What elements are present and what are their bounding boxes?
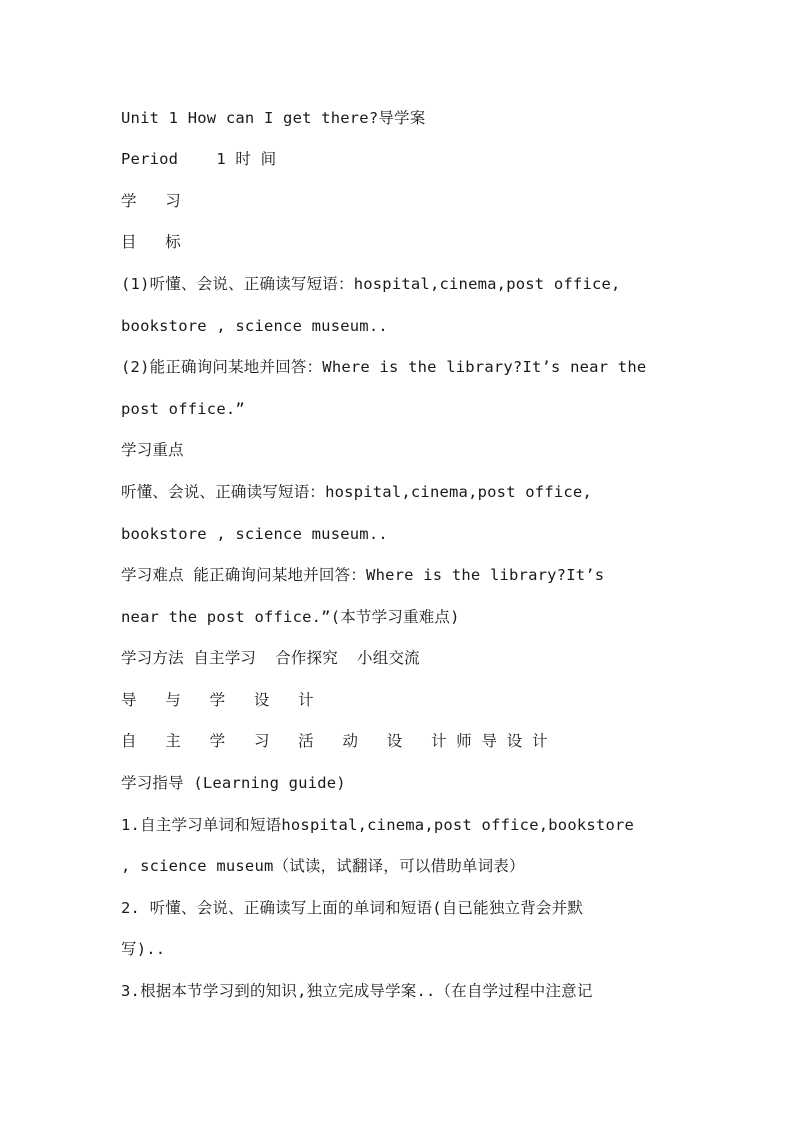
period-line: Period 1 时 间: [121, 150, 277, 168]
goal1-line2: bookstore , science museum..: [121, 317, 388, 335]
item3-line1: 3.根据本节学习到的知识,独立完成导学案..（在自学过程中注意记: [121, 982, 593, 1000]
item2-line2: 写)..: [121, 940, 166, 958]
goal2-line1: (2)能正确询问某地并回答：Where is the library?It’s near the: [121, 358, 647, 376]
study-label-line2: 目 标: [121, 233, 181, 251]
method-line: 学习方法 自主学习 合作探究 小组交流: [121, 649, 420, 667]
item1-line2: , science museum（试读，试翻译，可以借助单词表）: [121, 857, 525, 875]
difficulty-line1: 学习难点 能正确询问某地并回答：Where is the library?It’s: [121, 566, 605, 584]
goal2-line2: post office.”: [121, 400, 245, 418]
goal1-line1: (1)听懂、会说、正确读写短语：hospital,cinema,post office,: [121, 275, 621, 293]
guide-label: 学习指导 (Learning guide): [121, 774, 346, 792]
key-points-line2: bookstore , science museum..: [121, 525, 388, 543]
study-label-line1: 学 习: [121, 192, 181, 210]
key-points-label: 学习重点: [121, 441, 184, 459]
difficulty-line2: near the post office.”(本节学习重难点): [121, 608, 460, 626]
activity-line: 自 主 学 习 活 动 设 计 师 导 设 计: [121, 732, 548, 750]
key-points-line1: 听懂、会说、正确读写短语：hospital,cinema,post office,: [121, 483, 592, 501]
item1-line1: 1.自主学习单词和短语hospital,cinema,post office,bookstore: [121, 816, 635, 834]
document-title: Unit 1 How can I get there?导学案: [121, 109, 426, 127]
design-line: 导 与 学 设 计: [121, 691, 314, 709]
item2-line1: 2. 听懂、会说、正确读写上面的单词和短语(自已能独立背会并默: [121, 899, 584, 917]
